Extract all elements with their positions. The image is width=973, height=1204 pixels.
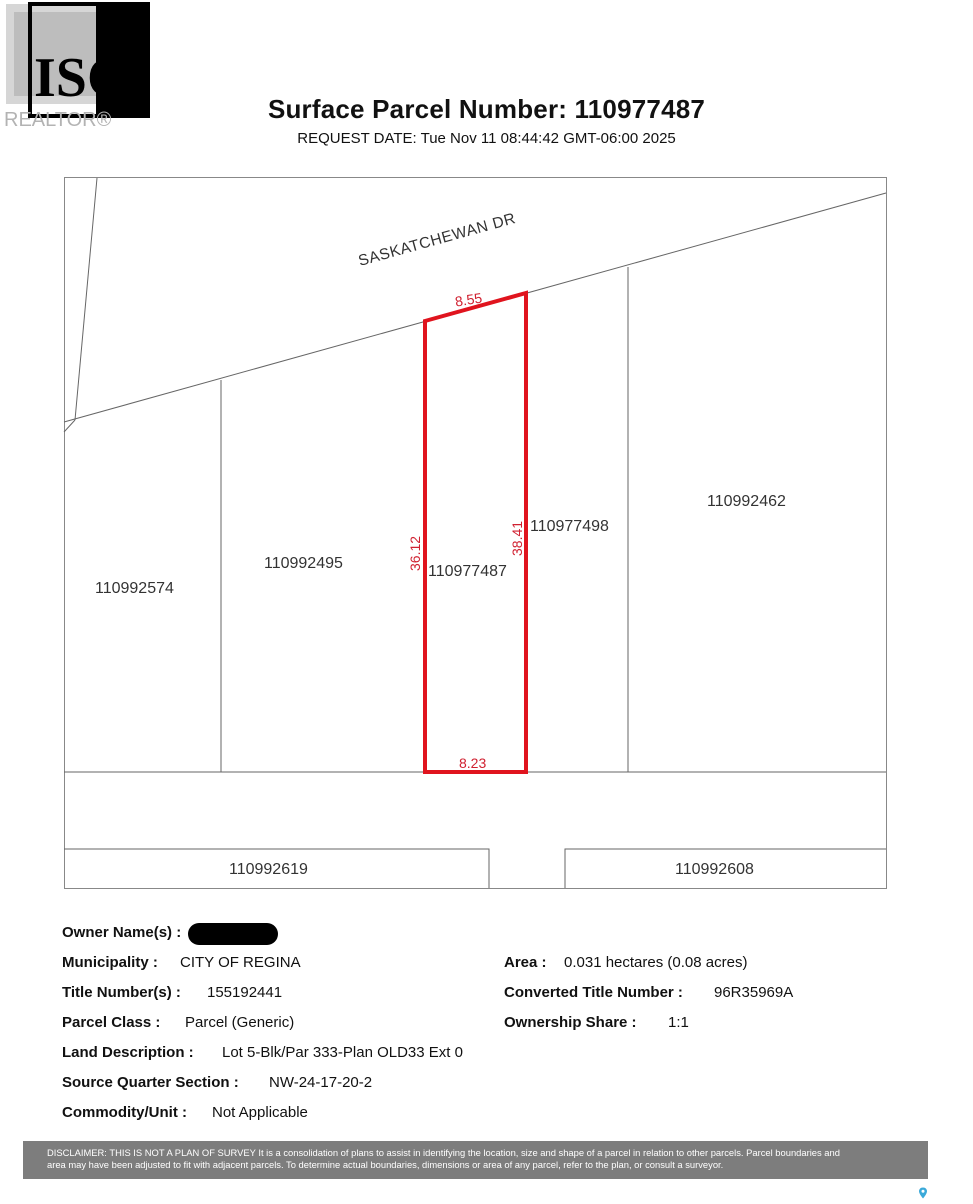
- dim-top: 8.55: [453, 289, 484, 310]
- parcel-label-2: 110992495: [264, 555, 343, 572]
- dim-left: 36.12: [407, 535, 423, 571]
- title-number-value: 155192441: [207, 984, 283, 1001]
- converted-title-label: Converted Title Number :: [504, 984, 683, 1001]
- request-date: REQUEST DATE: Tue Nov 11 08:44:42 GMT-06:00 2025: [297, 130, 676, 147]
- dim-right: 38.41: [509, 520, 525, 556]
- parcel-label-5: 110992619: [229, 861, 308, 878]
- ownership-share-label: Ownership Share :: [504, 1014, 637, 1031]
- parcel-label-subject: 110977487: [428, 563, 507, 580]
- parcel-class-value: Parcel (Generic): [185, 1014, 295, 1031]
- disclaimer-box: [23, 1141, 928, 1179]
- owner-label: Owner Name(s) :: [62, 924, 182, 941]
- dim-bottom: 8.23: [459, 755, 487, 771]
- left-road-line: [75, 178, 97, 420]
- parcel-label-1: 110992574: [95, 580, 174, 597]
- land-description-label: Land Description :: [62, 1044, 194, 1061]
- parcel-class-label: Parcel Class :: [62, 1014, 161, 1031]
- owner-redaction: [188, 923, 278, 945]
- disclaimer-line-2: area may have been adjusted to fit with adjacent parcels. To determine actual boundaries, dimensions or area of any parcel, refer to the plan, or consult a surveyor.: [47, 1159, 724, 1170]
- disclaimer-line-1: DISCLAIMER: THIS IS NOT A PLAN OF SURVEY It is a consolidation of plans to assist in identifying the location, size and shape of a parcel in relation to other parcels. Parcel boundaries and: [47, 1147, 840, 1158]
- parcel-label-4: 110992462: [707, 493, 786, 510]
- map-frame: [65, 178, 887, 889]
- municipality-value: CITY OF REGINA: [180, 954, 301, 971]
- converted-title-value: 96R35969A: [714, 984, 794, 1001]
- land-description-value: Lot 5-Blk/Par 333-Plan OLD33 Ext 0: [222, 1044, 463, 1061]
- ownership-share-value: 1:1: [668, 1014, 689, 1031]
- area-value: 0.031 hectares (0.08 acres): [564, 954, 748, 971]
- area-label: Area :: [504, 954, 547, 971]
- map-pin-icon: [918, 1186, 928, 1198]
- commodity-value: Not Applicable: [212, 1104, 308, 1121]
- parcel-label-3: 110977498: [530, 518, 609, 535]
- parcel-label-6: 110992608: [675, 861, 754, 878]
- logo-watermark: REALTOR®: [4, 109, 112, 130]
- title-number-label: Title Number(s) :: [62, 984, 181, 1001]
- page-title: Surface Parcel Number: 110977487: [267, 94, 706, 124]
- quarter-section-label: Source Quarter Section :: [62, 1074, 239, 1091]
- logo-letters: ISC: [34, 47, 128, 109]
- commodity-label: Commodity/Unit :: [62, 1104, 187, 1121]
- municipality-label: Municipality :: [62, 954, 158, 971]
- quarter-section-value: NW-24-17-20-2: [269, 1074, 373, 1091]
- street-name: SASKATCHEWAN DR: [356, 210, 518, 270]
